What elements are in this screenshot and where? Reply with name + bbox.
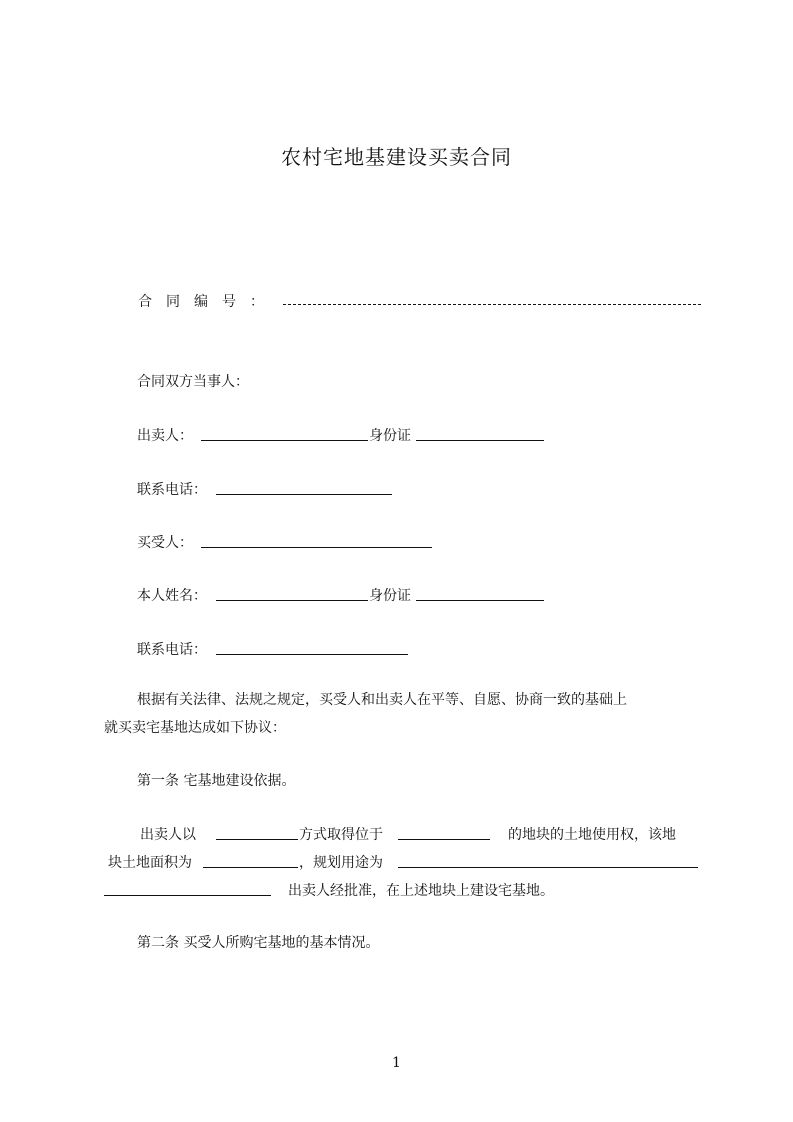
acquisition-method-blank (216, 839, 298, 840)
contract-number-label: 合同编号： (138, 294, 278, 310)
article-1-text-e: ，规划用途为 (299, 855, 383, 871)
seller-id-blank (416, 440, 544, 441)
location-blank (398, 839, 490, 840)
contract-number-blank (283, 304, 701, 305)
seller-id-label: 身份证 (369, 428, 411, 444)
seller-label: 出卖人： (137, 428, 193, 444)
document-title: 农村宅地基建设买卖合同 (281, 145, 512, 169)
article-1-text-f: 出卖人经批准，在上述地块上建设宅基地。 (288, 883, 554, 899)
planned-use-blank-continued (104, 895, 271, 896)
area-blank (203, 867, 298, 868)
article-1-heading: 第一条 宅基地建设依据。 (137, 773, 296, 789)
buyer-id-label: 身份证 (369, 588, 411, 604)
buyer-name-blank (216, 600, 368, 601)
article-1-text-d: 块土地面积为 (108, 855, 192, 871)
buyer-phone-label: 联系电话： (137, 642, 207, 658)
seller-name-blank (201, 440, 368, 441)
article-1-text-c: 的地块的土地使用权，该地 (508, 827, 676, 843)
seller-phone-label: 联系电话： (137, 482, 207, 498)
article-1-text-a: 出卖人以 (140, 827, 196, 843)
seller-phone-blank (216, 494, 392, 495)
buyer-label: 买受人： (137, 535, 193, 551)
article-2-heading: 第二条 买受人所购宅基地的基本情况。 (137, 935, 380, 951)
buyer-id-blank (416, 600, 544, 601)
planned-use-blank (398, 867, 698, 868)
preamble-line-2: 就买卖宅基地达成如下协议： (104, 720, 286, 736)
buyer-blank (201, 547, 432, 548)
preamble-line-1: 根据有关法律、法规之规定，买受人和出卖人在平等、自愿、协商一致的基础上 (137, 692, 627, 708)
article-1-text-b: 方式取得位于 (299, 827, 383, 843)
buyer-phone-blank (216, 654, 408, 655)
parties-heading: 合同双方当事人： (137, 374, 249, 390)
buyer-name-label: 本人姓名： (137, 588, 207, 604)
page-number: 1 (392, 1055, 401, 1071)
